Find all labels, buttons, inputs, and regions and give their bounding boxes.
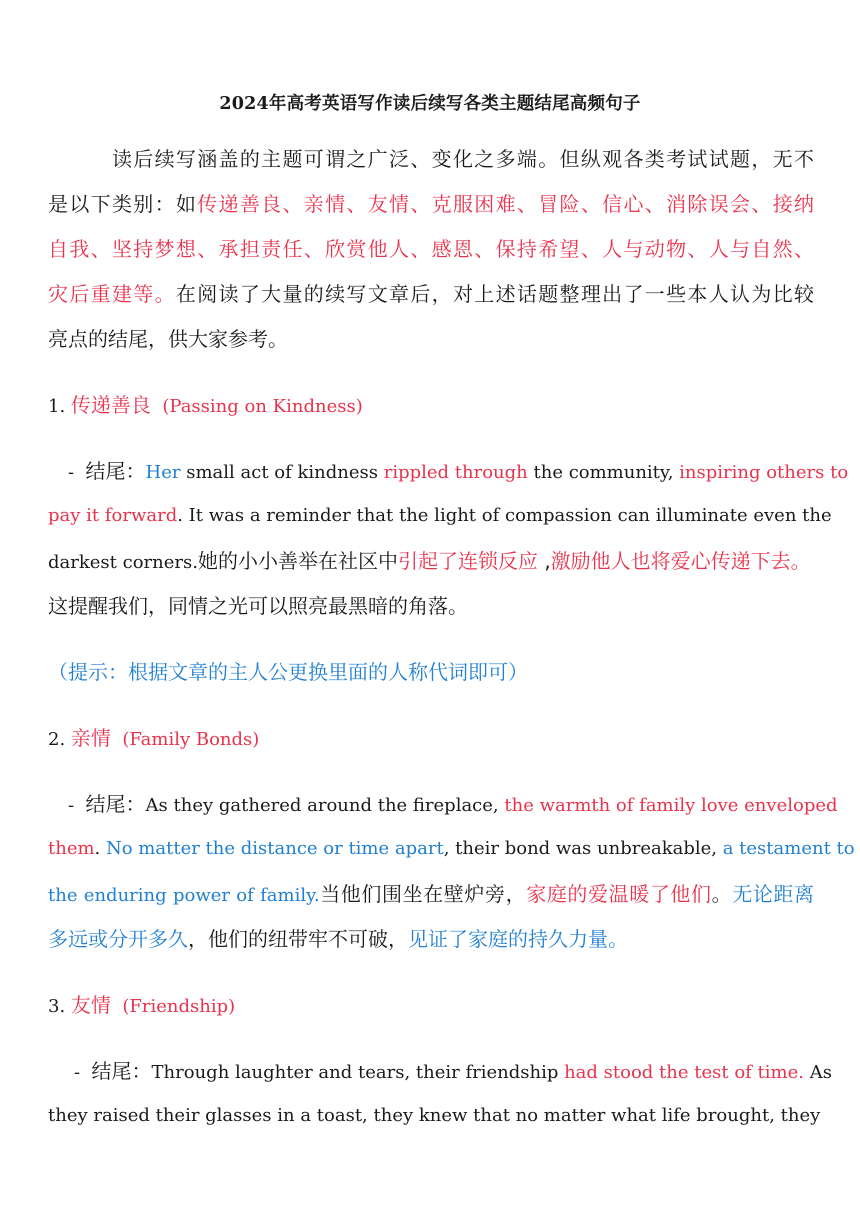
- translation-highlight: 引起了连锁反应: [397, 549, 538, 573]
- section-1-line-4: [48, 591, 814, 621]
- intro-topics-highlight: 灾后重建等。: [48, 282, 176, 306]
- translation-text: 她的小小善举在社区中: [197, 549, 398, 573]
- document-title: 2024年高考英语写作读后续写各类主题结尾高频句子: [219, 94, 641, 114]
- phrase-highlight: inspiring others to: [679, 462, 849, 483]
- translation-highlight: 家庭的爱温暖了他们: [526, 882, 712, 906]
- sentence-text: small act of kindness: [180, 462, 384, 483]
- section-1-line-3: [48, 546, 814, 578]
- section-1-line-1: [48, 456, 849, 488]
- phrase-highlight: had stood the test of time.: [564, 1062, 804, 1083]
- translation-text: 当他们围坐在壁炉旁，: [319, 882, 527, 906]
- sentence-text: the community,: [527, 462, 680, 483]
- intro-line-3: [48, 234, 814, 264]
- section-number: 2.: [48, 729, 66, 750]
- sentence-text: Through laughter and tears, their friendship: [151, 1062, 565, 1083]
- section-2-line-3: [48, 879, 814, 911]
- pronoun-highlight: Her: [145, 462, 181, 483]
- translation-text: ，他们的纽带牢不可破，: [188, 927, 408, 951]
- intro-text: 读后续写涵盖的主题可谓之广泛、变化之多端。但纵观各类考试试题，无不: [112, 147, 814, 171]
- sentence-text: As they gathered around the fireplace,: [145, 795, 505, 816]
- section-number: 1.: [48, 396, 66, 417]
- dash: -: [68, 795, 75, 816]
- section-1-line-2: [48, 501, 832, 531]
- phrase-highlight: rippled through: [383, 462, 528, 483]
- sentence-text: they raised their glasses in a toast, they knew that no matter what life brought, they: [48, 1105, 821, 1126]
- sentence-text: .: [94, 838, 106, 859]
- intro-text: 在阅读了大量的续写文章后，对上述话题整理出了一些本人认为比较: [175, 282, 815, 306]
- translation-highlight-blue: 无论距离: [732, 882, 815, 906]
- sentence-text: As: [803, 1062, 832, 1083]
- section-heading: [48, 390, 814, 422]
- translation-text: 。: [711, 882, 733, 906]
- intro-text: 是以下类别：如: [48, 192, 198, 216]
- phrase-highlight: pay it forward: [48, 505, 178, 526]
- section-title-cn: 亲情: [70, 726, 111, 750]
- intro-line-5: [48, 324, 814, 354]
- intro-line-1: [48, 144, 814, 174]
- section-3-line-2: [48, 1101, 821, 1131]
- phrase-highlight-blue: the enduring power of family.: [48, 885, 320, 906]
- dash: -: [68, 462, 75, 483]
- sentence-text: , their bond was unbreakable,: [443, 838, 723, 859]
- section-2-line-4: [48, 924, 814, 954]
- section-heading: [48, 990, 814, 1022]
- section-title-cn: 友情: [70, 993, 111, 1017]
- section-title-en: (Friendship): [122, 996, 236, 1017]
- ending-label: 结尾：: [85, 792, 146, 816]
- intro-text: 亮点的结尾，供大家参考。: [48, 327, 288, 351]
- translation-highlight: 激励他人也将爱心传递下去。: [550, 549, 811, 573]
- intro-line-2: [48, 189, 814, 219]
- phrase-highlight: the warmth of family love enveloped: [504, 795, 838, 816]
- section-title-cn: 传递善良: [70, 393, 151, 417]
- intro-topics-highlight: 传递善良、亲情、友情、克服困难、冒险、信心、消除误会、接纳: [197, 192, 815, 216]
- sentence-text: . It was a reminder that the light of compassion can illuminate even the: [177, 505, 832, 526]
- dash: -: [74, 1062, 81, 1083]
- section-2-line-2: [48, 834, 855, 864]
- section-3-line-1: [48, 1056, 832, 1088]
- translation-highlight-blue: 见证了家庭的持久力量。: [408, 927, 628, 951]
- intro-topics-highlight: 自我、坚持梦想、承担责任、欣赏他人、感恩、保持希望、人与动物、人与自然、: [48, 237, 814, 261]
- translation-text: 这提醒我们，同情之光可以照亮最黑暗的角落。: [48, 594, 468, 618]
- sentence-text: darkest corners.: [48, 552, 198, 573]
- tip-note: （提示：根据文章的主人公更换里面的人称代词即可）: [48, 660, 528, 684]
- section-heading: [48, 723, 814, 755]
- intro-line-4: [48, 279, 814, 309]
- phrase-highlight-blue: No matter the distance or time apart: [106, 838, 444, 859]
- translation-text: ,: [544, 549, 551, 573]
- translation-highlight-blue: 多远或分开多久: [48, 927, 188, 951]
- phrase-highlight-blue: a testament to: [722, 838, 855, 859]
- section-title-en: (Passing on Kindness): [162, 396, 363, 417]
- ending-label: 结尾：: [91, 1059, 152, 1083]
- section-title-en: (Family Bonds): [122, 729, 260, 750]
- ending-label: 结尾：: [85, 459, 146, 483]
- section-2-line-1: [48, 789, 838, 821]
- section-number: 3.: [48, 996, 66, 1017]
- phrase-highlight: them: [48, 838, 95, 859]
